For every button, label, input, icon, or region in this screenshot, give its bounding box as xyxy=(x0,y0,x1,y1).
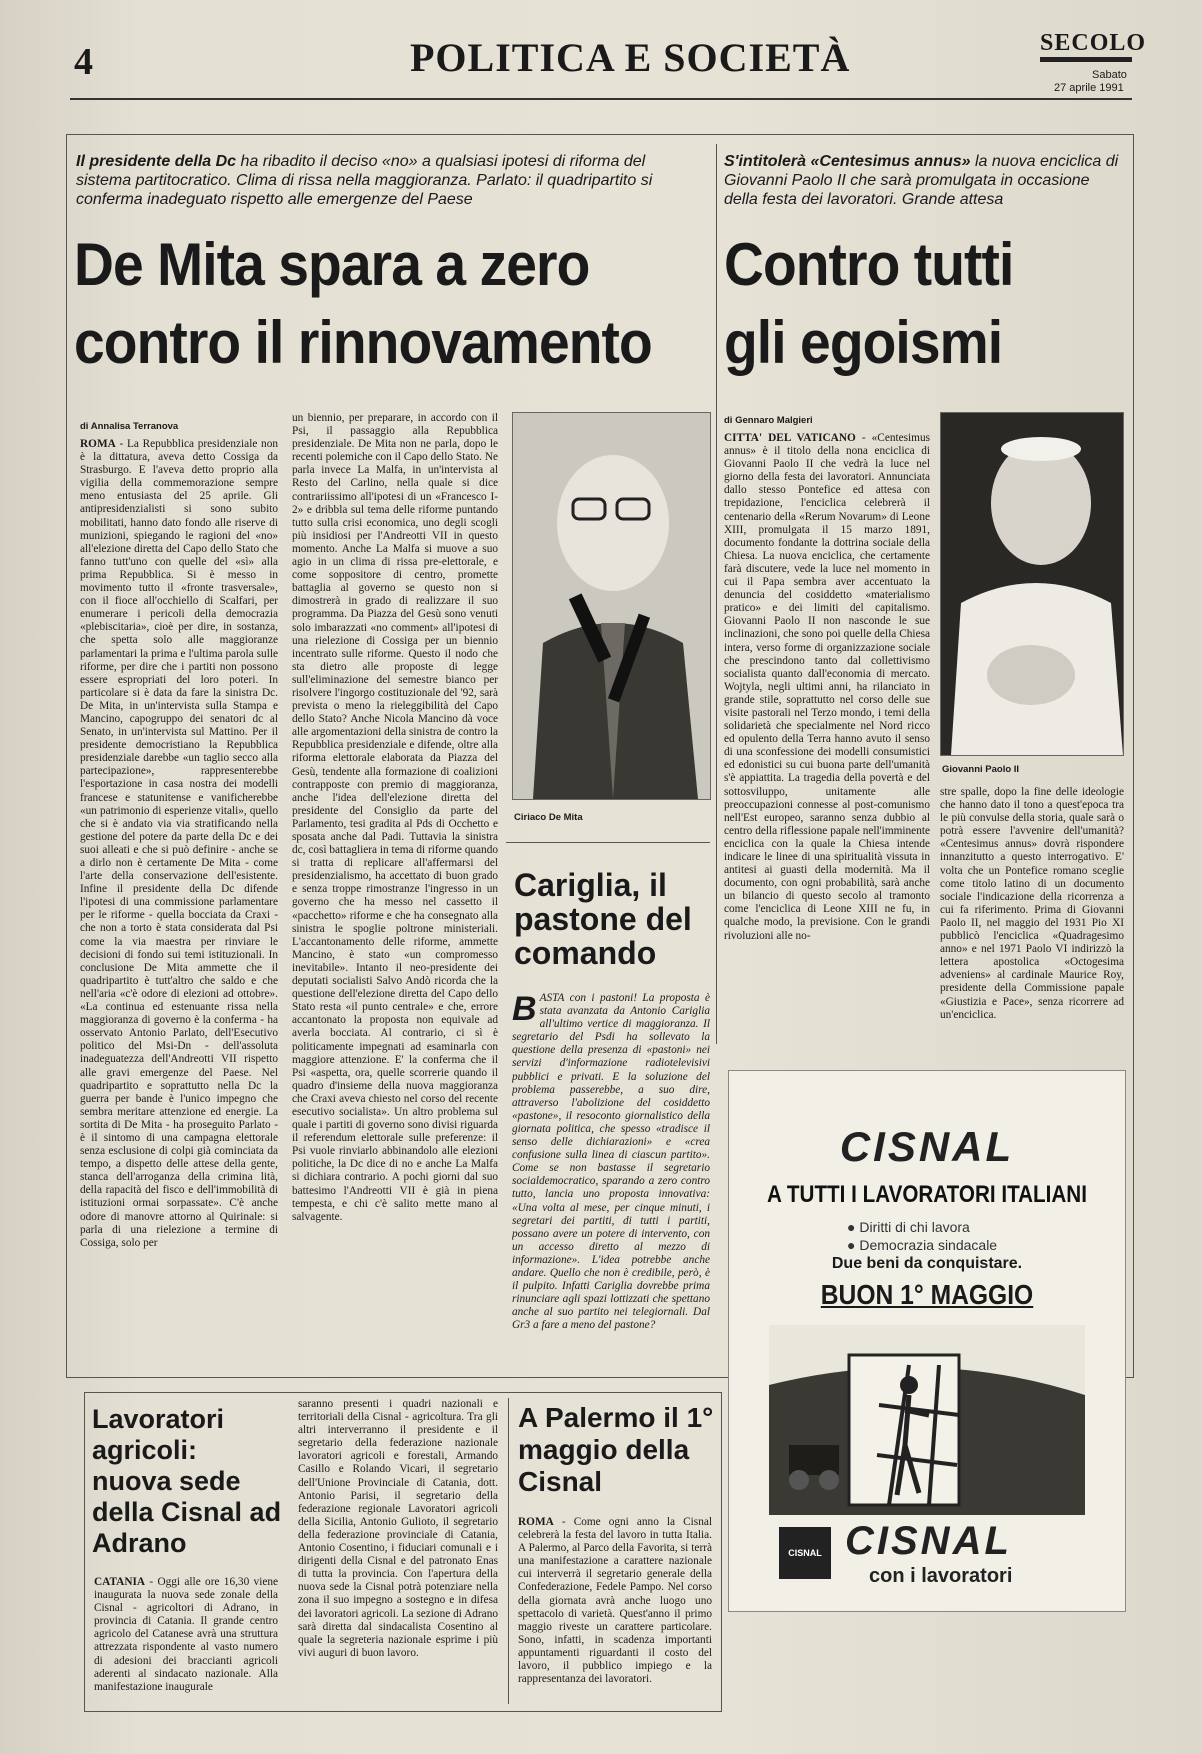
enciclica-headline-line1: Contro tutti xyxy=(724,231,1014,298)
masthead-logo: SECOLO xyxy=(1040,30,1147,56)
cisnal-advert-headline: A TUTTI I LAVORATORI ITALIANI xyxy=(767,1181,1087,1208)
demita-column-1 xyxy=(80,438,278,1386)
header-rule xyxy=(70,98,1132,100)
adrano-column-2: saranno presenti i quadri nazionali e territoriali della Cisnal - agricoltura. Tra gli altri interverranno il presidente e il segretario della federazione nazionale lavoratori agricoli e forestali, Armando Casillo e Rolando Vicari, il segretario dell'Unione Provinciale di Catania, dott. Antonio Parisi, il segretario della federazione regionale Lavoratori agricoli della Sicilia, Antonio Gulioto, il segretario della federazione provinciale di Catania, Antonio Cosentino, i fiduciari comunali e i dirigenti della Cisnal e del patronato Enas di tutta la provincia. Con l'apertura della nuova sede la Cisnal potrà potenziare nella zona il suo impegno a sostegno e in difesa dei lavoratori agricoli. La sezione di Adrano sarà diretta dal sindacalista Cosentino al quale la segreteria nazionale esprime i più vivi auguri di buon lavoro. xyxy=(298,1398,498,1659)
cisnal-tagline: Due beni da conquistare. xyxy=(831,1255,1023,1272)
pope-photo xyxy=(940,412,1124,756)
palermo-body-text: - Come ogni anno la Cisnal celebrerà la festa del lavoro in tutta Italia. A Palermo, al Parco della Favorita, si terrà una manifestazione a carattere nazionale cui interverrà il segretario generale della Confederazione, Fedele Pampo. Nel corso della giornata avrà anche luogo uno spettacolo di varietà. Quest'anno il primo maggio riveste un carattere particolare. Sono, infatti, in scadenza importanti appuntamenti riguardanti il costo del lavoro, il pubblico impiego e la rappresentanza dei lavoratori. xyxy=(518,1516,712,1686)
demita-column-2: un biennio, per preparare, in accordo con il Psi, il passaggio alla Repubblica presidenziale. De Mita non ne parla, dopo le recenti polemiche con il Capo dello Stato. Ne parla invece La Malfa, in un'intervista al Resto del Carlino, nella quale si dice contrariissimo all'ipotesi di un «Francesco I-2» e dribbla sul tema delle riforme puntando tutto sulla crisi economica, uno degli scogli più insidiosi per l'Andreotti VII in questo momento. Anche La Malfa si muove a suo agio in un clima di rissa pre-elettorale, e come soppositore di centro, promette battaglia al governo se questo non si dimostrerà in grado di realizzare il suo programma. Da Piazza del Gesù sono venuti solo imbarazzati «no comment» all'ipotesi di una rielezione di Cossiga per un biennio incentrato sulle riforme. Questo il nodo che sta dietro alle proposte di legge sull'eliminazione del semestre bianco per risolvere l'ingorgo costituzionale del '92, sarà prevista o meno la rieleggibilità del Capo dello Stato? Anche Nicola Mancino dà voce alle argomentazioni della sinistra de contro la Repubblica presidenziale e difende, oltre alla riforma elettorale elaborata da Piazza del Gesù, tendente alla formazione di coalizioni contrapposte con premio di maggioranza, anche l'idea dell'elezione diretta del presidente del Consiglio da parte del Parlamento, tesi gradita al Pds di Occhetto e sposata anche dal Padi. Tuttavia la sinistra dc, così battagliera in tema di riforme quando si tratta di replicare all'affermarsi del presidenzialismo, ha accettato di buon grado e senza troppe rimostranze l'ingresso in un governo che ha messo nel cassetto il «pacchetto» riforme e che ha consegnato alla sinistra le spoglie poltrone ministeriali. L'accantonamento delle riforme, ammette Mancino, è stato «un compromesso inevitabile». Intanto il neo-presidente dei deputati socialisti Salvo Andò ricorda che la questione dell'elezione diretta del Capo dello Stato resta «il punto centrale» e che, errore accantonato la proposta non equivale ad averla bocciata. Al contrario, ci sì è politicamente impegnati ad esaminarla con maggiore attenzione. E' la conferma che il Psi «aspetta, ora, quelle scorrerie quando il quadro d'insieme della nuova maggioranza che Craxi aveva chiesto nel corso del recente esecutivo socialista». Un altro problema sul quale i partiti di governo sono divisi riguarda il referendum elettorale sulle preferenze: il Psi vuole rinviarlo abbinandolo alle elezioni politiche, la Dc dice di no e anche La Malfa si dichiara contrario. A pochi giorni dal suo battesimo l'Andreotti VII è già in piena tempesta, e chi c'è salito mette mano al salvagente. xyxy=(292,412,498,1223)
cisnal-footer-tagline: con i lavoratori xyxy=(869,1565,1013,1587)
cisnal-footer-logo: CISNAL xyxy=(845,1519,1012,1563)
cisnal-badge: CISNAL xyxy=(779,1527,831,1579)
demita-photo xyxy=(512,412,711,800)
adrano-dateline: CATANIA xyxy=(94,1576,146,1588)
demita-headline-line2: contro il rinnovamento xyxy=(74,309,652,376)
demita-headline-line1: De Mita spara a zero xyxy=(74,231,590,298)
demita-column-1-text: - La Repubblica presidenziale non è la dittatura, aveva detto Cossiga da Strasburgo. E l'aveva detto proprio alla vigilia della commemorazione sempre meno entusiasta del 25 aprile. Gli antipresidenzialisti si sono subito mobilitati, hanno dato fondo alle riserve di munizioni, spiegando le ragioni del «no» all'elezione diretta del Capo dello Stato che fanno tutt'uno con quelle del «sì» alla prima Repubblica. Si è messo in movimento tutto il «fronte trasversale», con il fioce all'occhiello di Scalfari, per enumerare i pericoli della democrazia «plebiscitaria», cioè per dire, in sostanza, che spetta solo alle maggioranze parlamentari la prima e l'ultima parola sulle riforme, per dire che i partiti non possono essere espropriati del loro poteri. In particolare si è data da fare la sinistra Dc. De Mita, in un'intervista sulla Stampa e Mancino, capogruppo dei senatori dc al Senato, in un'intervista sul Mattino. Per il presidente democristiano la Repubblica presidenziale darebbe «un taglio secco alla partecipazione», rappresenterebbe l'esportazione in casa nostra dei modelli francese e statunitense e vanificherebbe «un patrimonio di esperienze vitali», quello che si è andato via via stratificando nella gestione del potere da parte della Dc e dei suoi alleati e che si può definire - anche se a dirlo non è certamente De Mita - come l'arte della conservazione dell'esistente. Infine il presidente della Dc difende l'ipotesi di una commissione parlamentare per le riforme - quella bocciata da Craxi - che non a torto è stata considerata dal Psi come la via maestra per rinviare le decisioni di fondo sui temi istituzionali. In conclusione De Mita ammette che il quadripartito è tutt'altro che saldo e che nell'aria «c'è odore di elezioni ad ottobre». «La continua ed estenuante rissa nella maggioranza di governo è la conferma - ha osservato Antonio Parlato, dell'Esecutivo politico del Msi-Dn - dell'assoluta inadeguatezza dell'Andreotti VII rispetto alle gravi emergenze del Paese. Nel quadripartito e soprattutto nella Dc la guerra per bande è l'unico impegno che sembra meritare attenzione ed energie. La sortita di De Mita - ha proseguito Parlato - è il sintomo di una campagna elettorale senza esclusione di colpi già cominciata da tempo, a dispetto delle attese della gente, stanca dell'arroganza della crimina lità, della rapacità del fisco e dell'immobilità di istituzioni ormai sorpassate». C'è anche odore di manovre attorno al Quirinale: si parla di una rielezione a termine di Cossiga, solo per xyxy=(80,438,278,1249)
page-number: 4 xyxy=(74,41,93,83)
pope-photo-caption: Giovanni Paolo II xyxy=(942,764,1020,775)
cariglia-body xyxy=(512,992,710,1364)
section-title: POLITICA E SOCIETÀ xyxy=(410,35,851,80)
palermo-dateline: ROMA xyxy=(518,1516,554,1528)
cariglia-rule xyxy=(506,842,710,843)
enciclica-column-1 xyxy=(724,432,930,1044)
cisnal-bullet-1-text: Diritti di chi lavora xyxy=(859,1219,970,1235)
masthead-bar xyxy=(1040,57,1132,62)
cisnal-bullet-2: ● Democrazia sindacale xyxy=(847,1237,998,1253)
cisnal-bullet-2-text: Democrazia sindacale xyxy=(859,1237,998,1253)
bottom-divider xyxy=(508,1398,509,1704)
cariglia-headline: Cariglia, il pastone del comando xyxy=(514,867,692,971)
demita-kicker-bold: Il presidente della Dc xyxy=(76,153,237,170)
enciclica-kicker xyxy=(724,152,1124,209)
enciclica-column-1-text: - «Centesimus annus» è il titolo della nona enciclica di Giovanni Paolo II che vedrà la luce nel giorno della festa dei lavoratori. Annunciata dallo stesso Pontefice ed attesa con trepidazione, l'enciclica celebrerà il centenario della «Rerum Novarum» di Leone XIII, promulgata il 15 marzo 1891, documento fondante la dottrina sociale della Chiesa. La nuova enciclica, che certamente farà discutere, vede la luce nel momento in cui il Papa sembra aver accentuato la denuncia del cosiddetto «materialismo pratico» e dei limiti del capitalismo. Giovanni Paolo II non nasconde le sue inclinazioni, che sono poi quelle della Chiesa intera, verso forme di organizzazione sociale che prescindono tanto dal collettivismo socialista quanto dall'economia di mercato. Wojtyla, negli ultimi anni, ha rilanciato in grande stile, soprattutto nel corso delle sue visite pastorali nel Terzo mondo, i temi della solidarietà che specialmente nel Nord ricco ed opulento della Terra hanno avuto il senso di una sconfessione dei modelli consumistici ed edonistici su cui buona parte dell'umanità s'è appiattita. La tragedia della povertà e del sottosviluppo, unitamente alle preoccupazioni connesse al post-comunismo nell'Est europeo, saranno senza dubbio al centro della riflessione papale nell'imminente enciclica con la quale la Chiesa intende indicare le linee di una spiritualità vissuta in antitesi ai guasti della modernità. Ma il documento, con ogni probabilità, sarà anche un bilancio di questo secolo al tramonto come l'enciclica di Leone XIII ne fu, in qualche modo, la previsione. Con le grandi rivoluzioni alle no- xyxy=(724,432,930,942)
adrano-column-1 xyxy=(94,1576,278,1704)
column-divider xyxy=(716,144,717,1044)
enciclica-kicker-bold: S'intitolerà «Centesimus annus» xyxy=(724,153,971,170)
enciclica-kicker-text: la nuova enciclica di Giovanni Paolo II che sarà promulgata in occasione della festa dei lavoratori. Grande attesa xyxy=(724,153,1119,208)
demita-kicker xyxy=(76,152,696,209)
adrano-headline: Lavoratori agricoli: nuova sede della Cisnal ad Adrano xyxy=(92,1404,282,1558)
pope-portrait-illustration xyxy=(941,413,1123,755)
demita-kicker-text: ha ribadito il deciso «no» a qualsiasi ipotesi di riforma del sistema partitocratico. Clima di rissa nella maggioranza. Parlato: il quadripartito si conferma inadeguato rispetto alle emergenze del Paese xyxy=(76,153,653,208)
cisnal-advert-logo: CISNAL xyxy=(839,1123,1015,1170)
cisnal-bullet-1: ● Diritti di chi lavora xyxy=(847,1219,970,1235)
demita-portrait-illustration xyxy=(513,413,710,799)
workers-illustration xyxy=(769,1325,1085,1515)
enciclica-byline: di Gennaro Malgieri xyxy=(724,415,813,426)
enciclica-column-2: stre spalle, dopo la fine delle ideologie che hanno dato il tono a quest'epoca tra le più convulse della storia, quale sarà o potrà essere l'avvenire dell'umanità? «Centesimus annus» dovrà rispondere innanzitutto a questo interrogativo. E' volta che un Pontefice romano sceglie come titolo latino di un documento sociale l'indicazione della ricorrenza a cui fa riferimento. Prima di Giovanni Paolo II, nel maggio del 1931 Pio XI pubblicò l'enciclica «Quadragesimo anno» e nel 1971 Paolo VI indirizzò la lettera apostolica «Octogesima adveniens» al cardinale Maurice Roy, presidente della Commissione papale «Giustizia e Pace», senza ricorrere ad un'enciclica. xyxy=(940,786,1124,1021)
enciclica-headline-line2: gli egoismi xyxy=(724,309,1003,376)
palermo-body xyxy=(518,1516,712,1706)
enciclica-dateline: CITTA' DEL VATICANO xyxy=(724,432,856,444)
cariglia-dropcap: B xyxy=(512,992,537,1028)
adrano-column-1-text: - Oggi alle ore 16,30 viene inaugurata la nuova sede zonale della Cisnal - agricoltori di Adrano, in provincia di Catania. Il grande centro agricolo del Catanese avrà una struttura attrezzata rispondente al vasto numero di adesioni dei braccianti agricoli aderenti al sindacato nazionale. Alla manifestazione inaugurale xyxy=(94,1576,278,1693)
cisnal-advert xyxy=(728,1070,1126,1612)
demita-photo-caption: Ciriaco De Mita xyxy=(514,812,583,823)
issue-day: Sabato xyxy=(1092,69,1127,81)
issue-date: 27 aprile 1991 xyxy=(1054,82,1124,94)
cariglia-body-text: ASTA con i pastoni! La proposta è stata avanzata da Antonio Cariglia all'ultimo vertice di maggioranza. Il segretario del Psdi ha sollevato la questione della presenza di «pastoni» nei servizi d'informazione radiotelevisivi pubblici e privati. E la soluzione del problema passerebbe, a suo dire, attraverso l'abolizione del cosiddetto «pastone», il resoconto giornalistico della giornata politica, che spesso «tradisce il senso delle dichiarazioni» e «crea confusione sulla linea di ciascun partito». Come se non bastasse il segretario socialdemocratico, sparando a zero contro tutto, lancia uno proposta innovativa: «Una volta al mese, per cinque minuti, i segretari dei partiti, di tutti i partiti, possano avere un potere di intervento, con un accesso diretto al mezzo di informazione». L'idea potrebbe anche andare. Quello che non è credibile, però, è il pulpito. Infatti Cariglia dovrebbe prima rinunciare agli spazi lottizzati che spettano anche al suo partito nei telegiornali. Dal Gr3 a fare a meno del pastone? xyxy=(512,992,710,1332)
cisnal-greeting: BUON 1° MAGGIO xyxy=(820,1279,1034,1310)
palermo-headline: A Palermo il 1° maggio della Cisnal xyxy=(518,1402,714,1497)
demita-dateline: ROMA xyxy=(80,438,116,450)
demita-byline: di Annalisa Terranova xyxy=(80,421,179,432)
